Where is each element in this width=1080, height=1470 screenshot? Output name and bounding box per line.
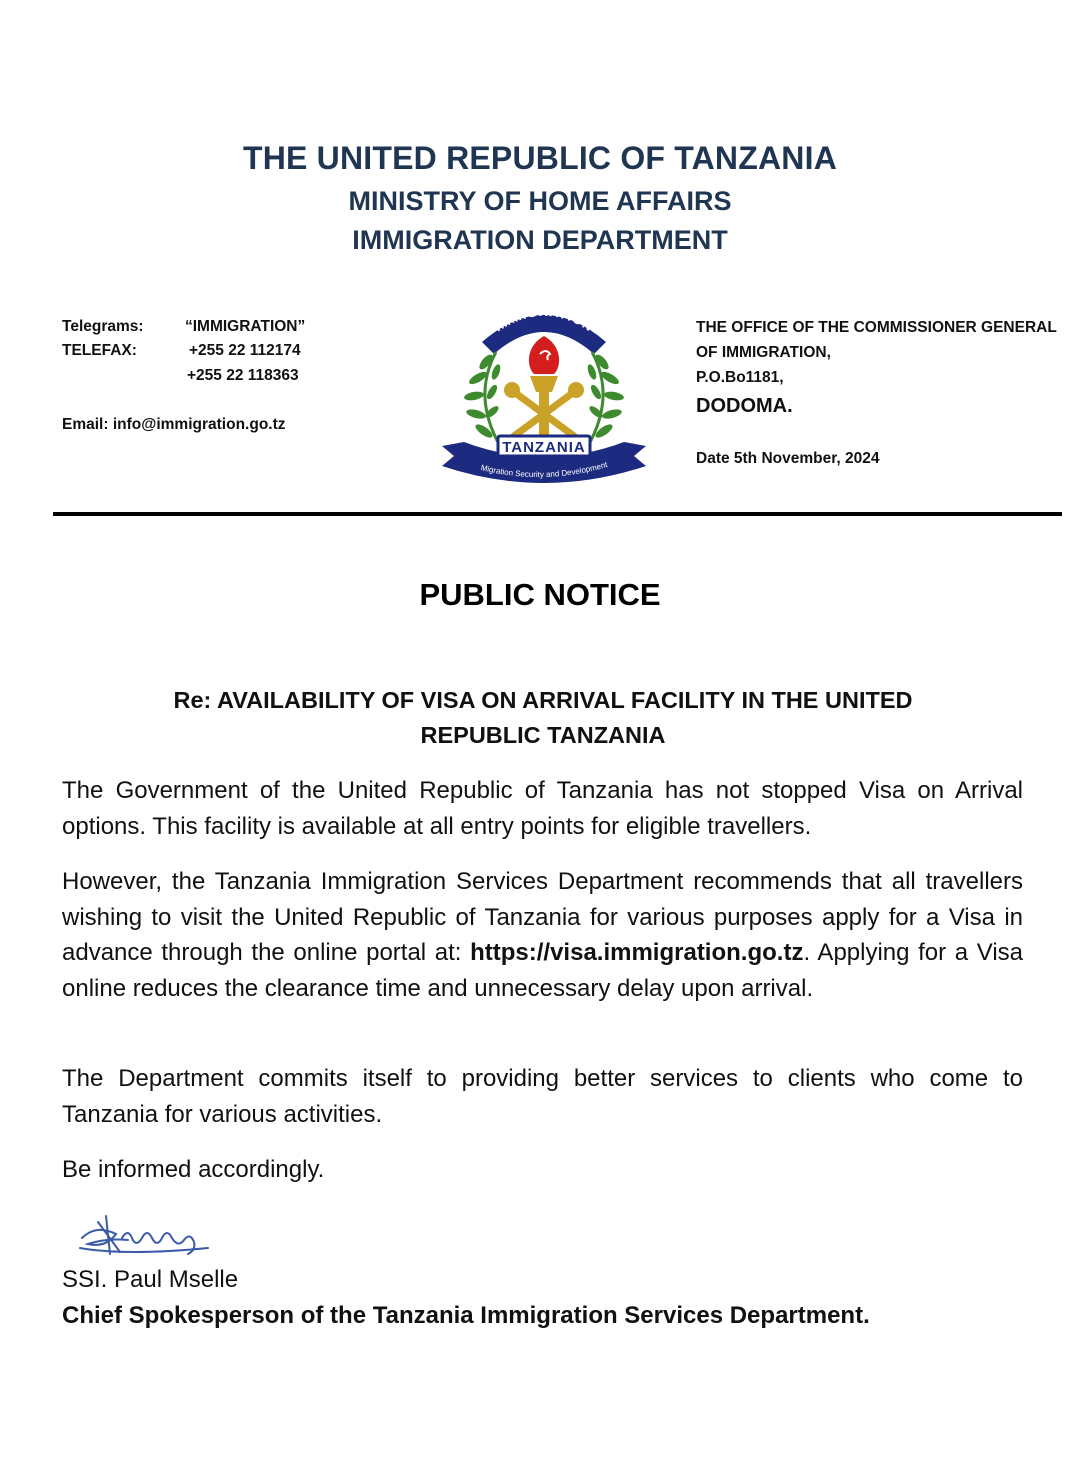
header-divider	[53, 512, 1062, 516]
signature-image	[76, 1208, 216, 1264]
emblem-motto-text: Migration Security and Development	[479, 460, 609, 480]
office-line-1: THE OFFICE OF THE COMMISSIONER GENERAL	[696, 319, 1057, 336]
immigration-emblem	[438, 296, 650, 494]
visa-portal-link[interactable]: https://visa.immigration.go.tz	[470, 939, 804, 966]
signer-title: Chief Spokesperson of the Tanzania Immigration Services Department.	[62, 1302, 870, 1329]
emblem-country-text: TANZANIA	[502, 439, 586, 456]
header-department: IMMIGRATION DEPARTMENT	[352, 225, 728, 255]
office-po-box: P.O.Bo1181,	[696, 369, 784, 386]
paragraph-2-end: . Applying for a Visa online reduces the clearance time and unnecessary delay upon arrival.	[62, 939, 1024, 1002]
signer-name: SSI. Paul Mselle	[62, 1266, 239, 1293]
emblem-top-text: IMMIGRATION	[491, 303, 597, 335]
email-address: Email: info@immigration.go.tz	[62, 416, 286, 433]
paragraph-2	[62, 864, 1023, 1006]
telefax-number-2: +255 22 118363	[187, 367, 299, 384]
header-republic: THE UNITED REPUBLIC OF TANZANIA	[242, 140, 838, 176]
telegrams-value: “IMMIGRATION”	[185, 318, 306, 335]
paragraph-2-start: However, the Tanzania Immigration Services Department recommends that all travellers wishing to visit the United Republic of Tanzania for various purposes apply for a Visa in advance through the online portal at:	[62, 868, 1023, 966]
telefax-number-1: +255 22 112174	[189, 342, 301, 359]
laurel-right-icon	[586, 352, 625, 446]
paragraph-3: The Department commits itself to providing better services to clients who come to Tanzania for various activities.	[62, 1065, 1023, 1128]
telegrams-label: Telegrams:	[62, 318, 144, 335]
laurel-left-icon	[463, 352, 502, 446]
office-line-2: OF IMMIGRATION,	[696, 344, 831, 361]
subject-line-1: Re: AVAILABILITY OF VISA ON ARRIVAL FACILITY IN THE UNITED	[173, 687, 913, 713]
notice-subject	[60, 683, 1026, 753]
header-ministry: MINISTRY OF HOME AFFAIRS	[348, 186, 732, 216]
telefax-label: TELEFAX:	[62, 342, 137, 359]
notice-date: Date 5th November, 2024	[696, 450, 880, 467]
subject-line-2: REPUBLIC TANZANIA	[420, 722, 666, 748]
flame-icon	[529, 336, 559, 374]
torch-icon	[530, 376, 558, 392]
notice-title: PUBLIC NOTICE	[419, 577, 661, 612]
paragraph-4: Be informed accordingly.	[62, 1156, 325, 1183]
office-city: DODOMA.	[696, 395, 793, 417]
paragraph-1: The Government of the United Republic of Tanzania has not stopped Visa on Arrival options. This facility is available at all entry points for eligible travellers.	[62, 777, 1023, 840]
